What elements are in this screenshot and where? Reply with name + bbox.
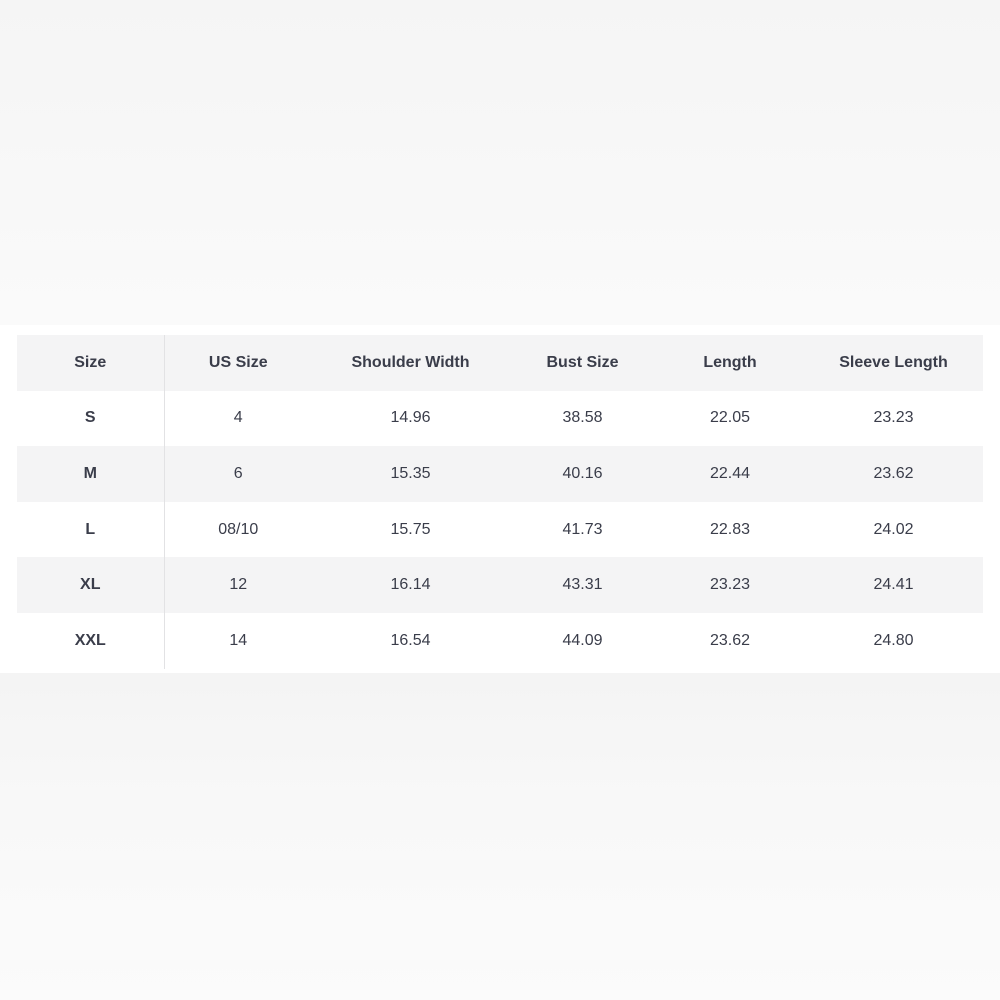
table-row <box>17 446 983 502</box>
cell-shoulder-width: 16.54 <box>312 613 509 669</box>
header-size: Size <box>17 335 164 391</box>
cell-length: 22.83 <box>656 502 804 558</box>
cell-shoulder-width: 15.75 <box>312 502 509 558</box>
cell-length: 22.44 <box>656 446 804 502</box>
cell-us-size: 4 <box>164 391 312 447</box>
cell-sleeve-length: 23.62 <box>804 446 983 502</box>
cell-us-size: 08/10 <box>164 502 312 558</box>
table-row <box>17 613 983 669</box>
cell-shoulder-width: 15.35 <box>312 446 509 502</box>
cell-sleeve-length: 24.02 <box>804 502 983 558</box>
cell-bust-size: 41.73 <box>509 502 656 558</box>
cell-us-size: 12 <box>164 557 312 613</box>
cell-sleeve-length: 24.80 <box>804 613 983 669</box>
cell-bust-size: 40.16 <box>509 446 656 502</box>
table-row <box>17 391 983 447</box>
cell-bust-size: 38.58 <box>509 391 656 447</box>
background-bottom <box>0 673 1000 1000</box>
background-top <box>0 0 1000 325</box>
cell-bust-size: 43.31 <box>509 557 656 613</box>
cell-us-size: 14 <box>164 613 312 669</box>
header-bust-size: Bust Size <box>509 335 656 391</box>
cell-size: S <box>17 391 164 447</box>
cell-sleeve-length: 23.23 <box>804 391 983 447</box>
cell-length: 23.62 <box>656 613 804 669</box>
cell-size: XL <box>17 557 164 613</box>
table-header-row <box>17 335 983 391</box>
header-length: Length <box>656 335 804 391</box>
size-chart-table <box>17 335 983 669</box>
header-sleeve-length: Sleeve Length <box>804 335 983 391</box>
header-us-size: US Size <box>164 335 312 391</box>
cell-bust-size: 44.09 <box>509 613 656 669</box>
cell-us-size: 6 <box>164 446 312 502</box>
cell-size: XXL <box>17 613 164 669</box>
cell-length: 22.05 <box>656 391 804 447</box>
table-row <box>17 557 983 613</box>
header-shoulder-width: Shoulder Width <box>312 335 509 391</box>
cell-size: L <box>17 502 164 558</box>
cell-shoulder-width: 14.96 <box>312 391 509 447</box>
cell-length: 23.23 <box>656 557 804 613</box>
cell-sleeve-length: 24.41 <box>804 557 983 613</box>
cell-shoulder-width: 16.14 <box>312 557 509 613</box>
table-row <box>17 502 983 558</box>
cell-size: M <box>17 446 164 502</box>
